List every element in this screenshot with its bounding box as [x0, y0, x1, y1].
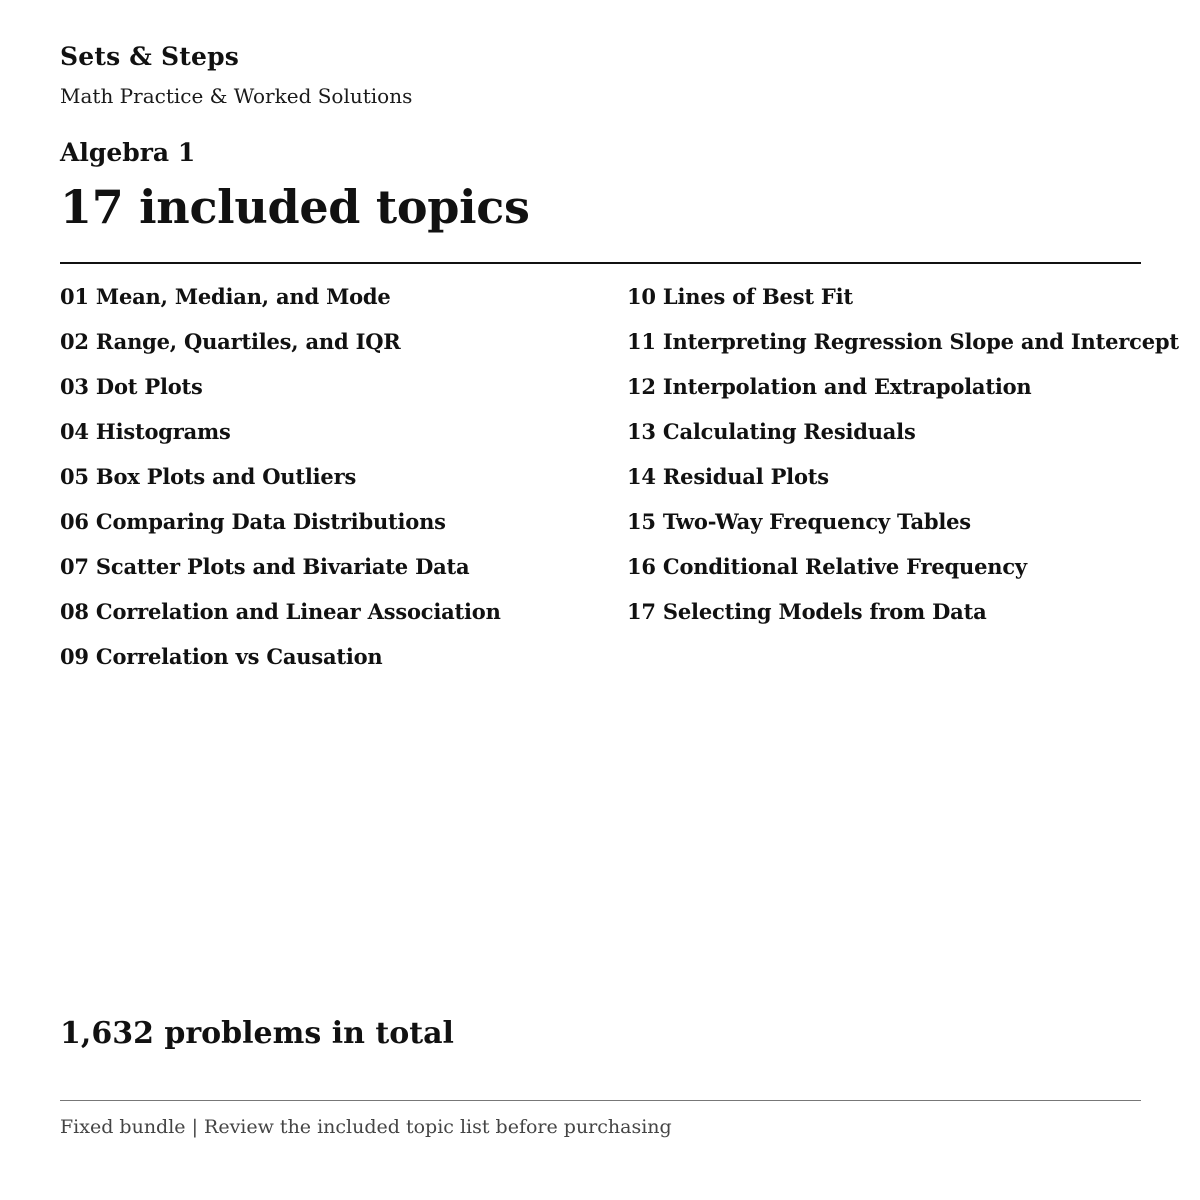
topic-list	[60, 282, 1179, 682]
header-divider	[60, 262, 1141, 264]
topic-item: 13 Calculating Residuals	[627, 419, 916, 444]
topic-item: 12 Interpolation and Extrapolation	[627, 374, 1032, 399]
problem-total: 1,632 problems in total	[60, 1016, 454, 1051]
footer-divider	[60, 1100, 1141, 1101]
topic-item: 15 Two-Way Frequency Tables	[627, 509, 971, 534]
topic-item: 11 Interpreting Regression Slope and Intercept	[627, 329, 1179, 354]
topic-item: 09 Correlation vs Causation	[60, 644, 383, 669]
topic-column-left	[60, 282, 620, 687]
topic-item: 08 Correlation and Linear Association	[60, 599, 501, 624]
course-title: Algebra 1	[60, 138, 196, 167]
topic-item: 05 Box Plots and Outliers	[60, 464, 357, 489]
topic-item: 04 Histograms	[60, 419, 231, 444]
topic-item: 14 Residual Plots	[627, 464, 829, 489]
bundle-page	[60, 0, 1179, 1200]
topic-item: 17 Selecting Models from Data	[627, 599, 987, 624]
topic-count-headline: 17 included topics	[60, 180, 530, 234]
topic-item: 03 Dot Plots	[60, 374, 203, 399]
topic-item: 07 Scatter Plots and Bivariate Data	[60, 554, 470, 579]
topic-item: 01 Mean, Median, and Mode	[60, 284, 391, 309]
topic-column-right	[627, 282, 1179, 642]
footer-note: Fixed bundle | Review the included topic list before purchasing	[60, 1116, 672, 1138]
brand-tagline: Math Practice & Worked Solutions	[60, 84, 413, 108]
topic-item: 06 Comparing Data Distributions	[60, 509, 446, 534]
brand-name: Sets & Steps	[60, 42, 240, 71]
topic-item: 02 Range, Quartiles, and IQR	[60, 329, 401, 354]
topic-item: 16 Conditional Relative Frequency	[627, 554, 1027, 579]
topic-item: 10 Lines of Best Fit	[627, 284, 853, 309]
